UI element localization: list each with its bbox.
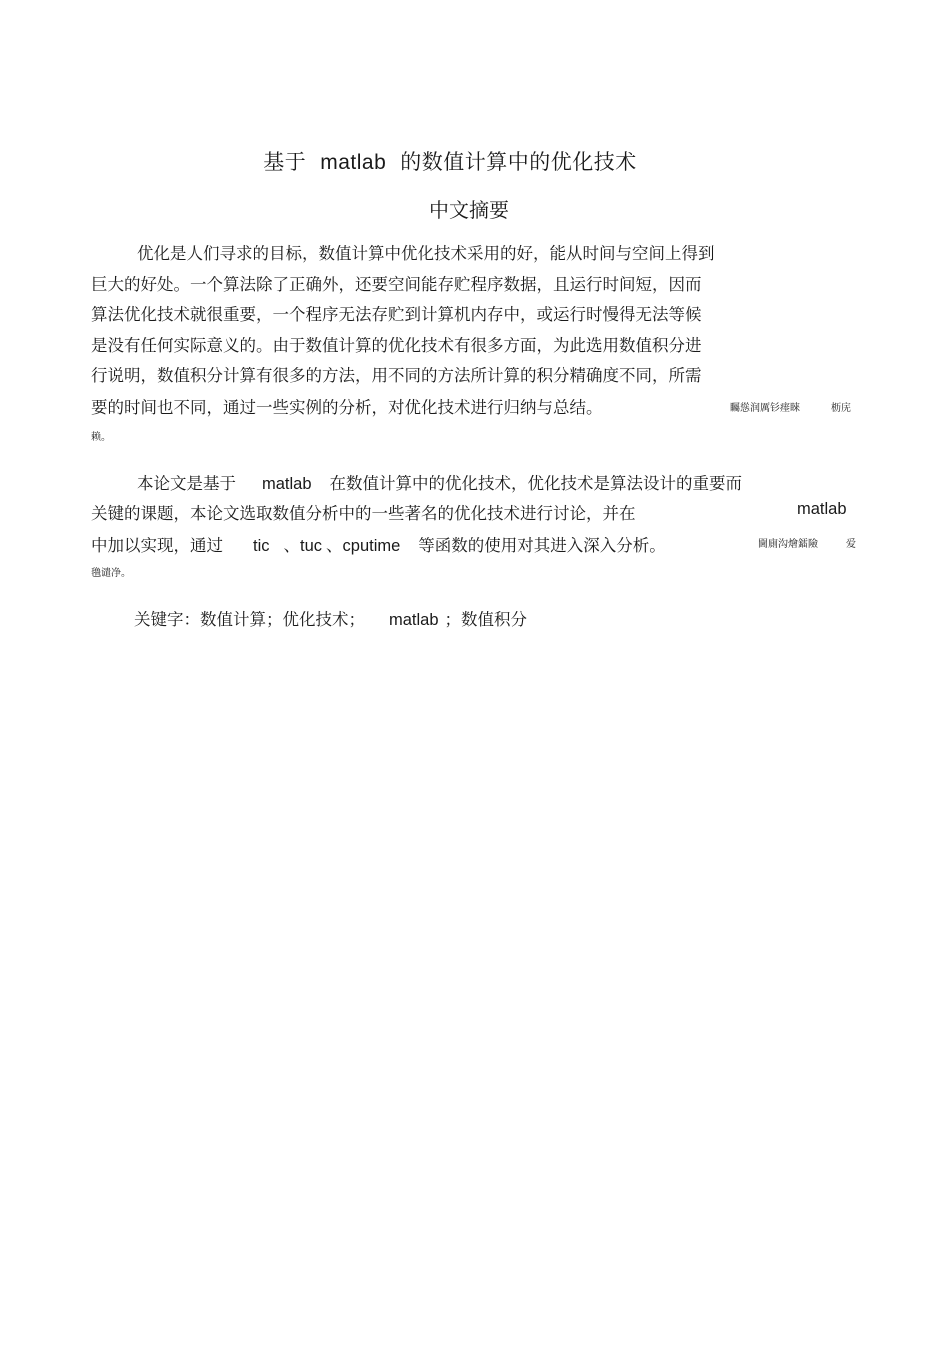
paragraph-line: 本论文是基于 matlab 在数值计算中的优化技术，优化技术是算法设计的重要而: [137, 474, 743, 493]
garbled-text: 氇谴净。: [91, 568, 131, 579]
paragraph-line: 行说明，数值积分计算有很多的方法，用不同的方法所计算的积分精确度不同，所需: [91, 366, 702, 385]
document-title: [0, 146, 900, 176]
title-part-1: 基于: [263, 150, 307, 174]
keyword: 数值计算；: [200, 610, 283, 629]
keyword: 数值积分: [461, 610, 528, 629]
paragraph-line: 中加以实现，通过 tic 、tuc 、cputime 等函数的使用对其进入深入分析。: [91, 536, 666, 555]
paragraph-line: 优化是人们寻求的目标，数值计算中优化技术采用的好，能从时间与空间上得到: [137, 244, 715, 263]
garbled-text: 爱: [846, 539, 856, 550]
abstract-heading: 中文摘要: [429, 198, 509, 222]
paragraph-line: 关键的课题，本论文选取数值分析中的一些著名的优化技术进行讨论，并在: [91, 504, 636, 523]
keyword: matlab: [389, 611, 439, 629]
title-part-3: 的数值计算中的优化技术: [400, 150, 637, 174]
garbled-text: 閫廁沟燴鐳險: [758, 539, 818, 550]
paragraph-line: 算法优化技术就很重要，一个程序无法存贮到计算机内存中，或运行时慢得无法等候: [91, 305, 702, 324]
paragraph-line: 是没有任何实际意义的。由于数值计算的优化技术有很多方面，为此选用数值积分进: [91, 336, 702, 355]
garbled-text: 矚慫润厲钐瘗睞: [730, 403, 800, 414]
paragraph-line: 巨大的好处。一个算法除了正确外，还要空间能存贮程序数据，且运行时间短，因而: [91, 275, 702, 294]
title-part-2: matlab: [320, 151, 387, 174]
garbled-text: 赖。: [91, 432, 111, 443]
paragraph-line-tail: matlab: [797, 500, 847, 518]
keyword: 优化技术；: [282, 610, 365, 629]
paragraph-line: 要的时间也不同，通过一些实例的分析，对优化技术进行归纳与总结。: [91, 398, 603, 417]
keywords-label: 关键字：: [134, 610, 200, 629]
garbled-text: 枥庑: [831, 403, 851, 414]
keywords-line: 关键字：数值计算；优化技术； matlab ；数值积分: [134, 610, 528, 629]
